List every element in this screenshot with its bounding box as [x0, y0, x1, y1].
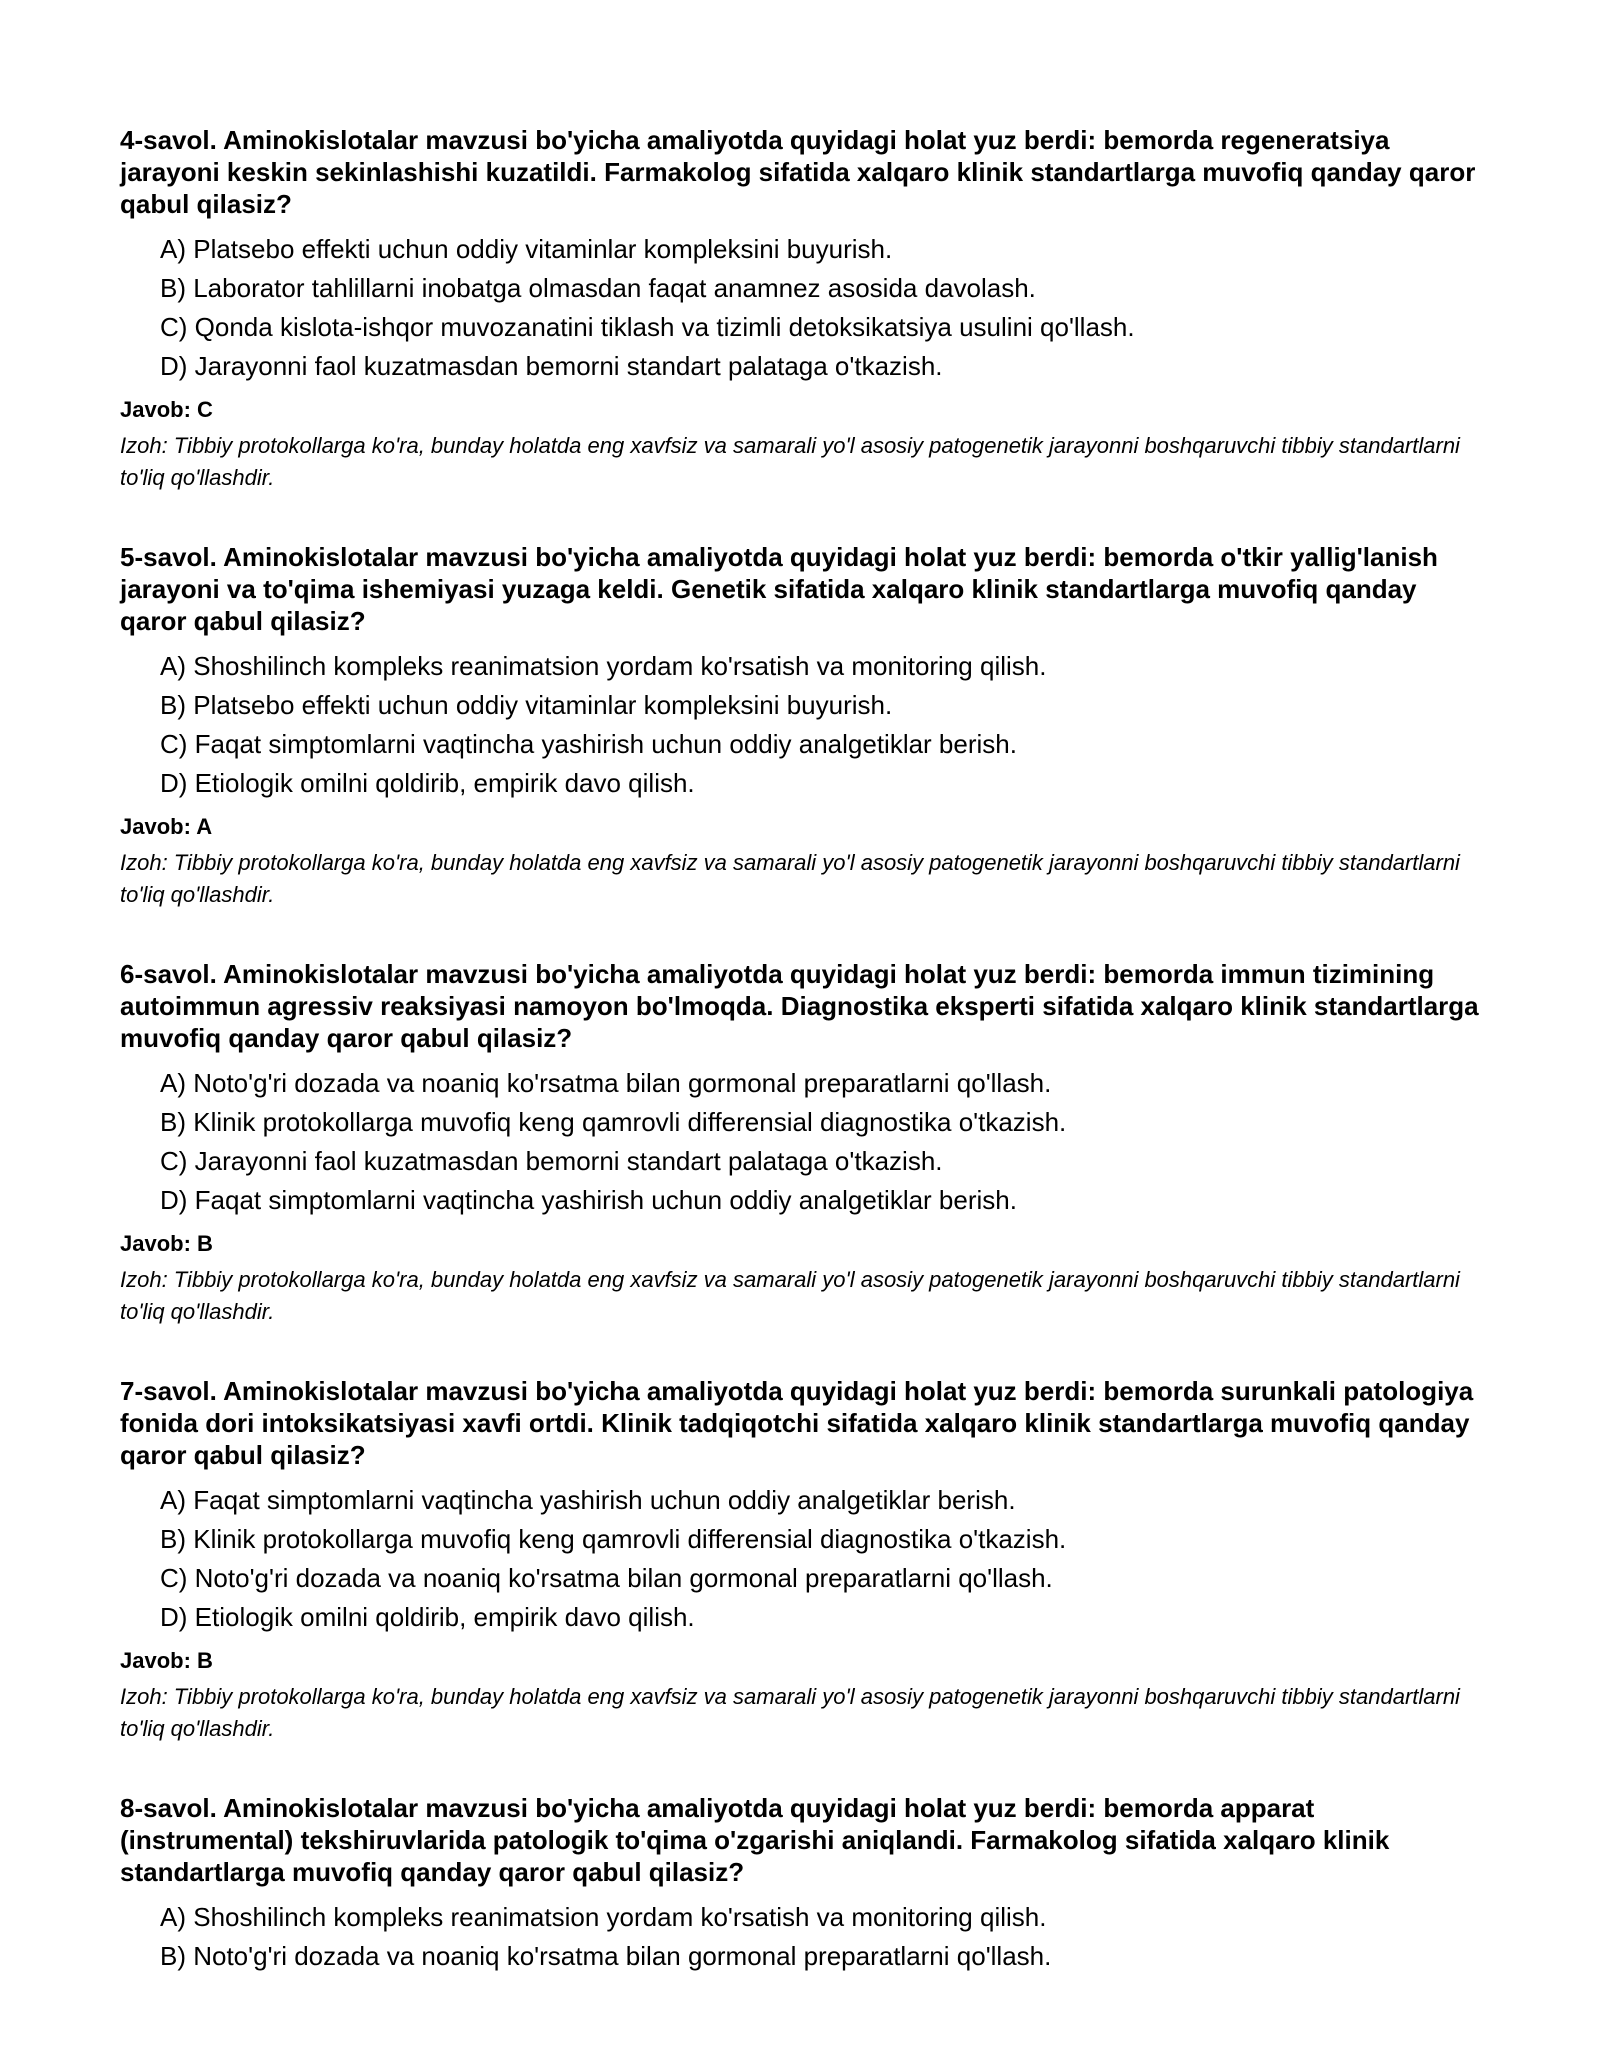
question-block [120, 541, 1480, 911]
option-b: B) Klinik protokollarga muvofiq keng qamrovli differensial diagnostika o'tkazish. [160, 1524, 1067, 1554]
question-text: 6-savol. Aminokislotalar mavzusi bo'yicha amaliyotda quyidagi holat yuz berdi: bemorda immun tizimining autoimmun agressiv reaksiyasi namoyon bo'lmoqda. Diagnostika eksperti sifatida xalqaro klinik standartlarga muvofiq qanday qaror qabul qilasiz? [120, 959, 1479, 1053]
answer-label: Javob: A [120, 814, 213, 839]
option-d: D) Etiologik omilni qoldirib, empirik davo qilish. [160, 768, 695, 798]
option-b: B) Laborator tahlillarni inobatga olmasdan faqat anamnez asosida davolash. [160, 273, 1036, 303]
option-b: B) Noto'g'ri dozada va noaniq ko'rsatma bilan gormonal preparatlarni qo'llash. [160, 1941, 1052, 1971]
question-text: 4-savol. Aminokislotalar mavzusi bo'yicha amaliyotda quyidagi holat yuz berdi: bemorda regeneratsiya jarayoni keskin sekinlashishi kuzatildi. Farmakolog sifatida xalqaro klinik standartlarga muvofiq qanday qaror qabul qilasiz? [120, 125, 1476, 219]
option-d: D) Etiologik omilni qoldirib, empirik davo qilish. [160, 1602, 695, 1632]
explanation-text: Izoh: Tibbiy protokollarga ko'ra, bunday holatda eng xavfsiz va samarali yo'l asosiy patogenetik jarayonni boshqaruvchi tibbiy standartlarni to'liq qo'llashdir. [120, 1267, 1460, 1324]
option-a: A) Platsebo effekti uchun oddiy vitaminlar kompleksini buyurish. [160, 234, 893, 264]
option-b: B) Klinik protokollarga muvofiq keng qamrovli differensial diagnostika o'tkazish. [160, 1107, 1067, 1137]
answer-label: Javob: C [120, 397, 213, 422]
answer-label: Javob: B [120, 1648, 213, 1673]
option-b: B) Platsebo effekti uchun oddiy vitaminlar kompleksini buyurish. [160, 690, 893, 720]
option-a: A) Shoshilinch kompleks reanimatsion yordam ko'rsatish va monitoring qilish. [160, 1902, 1047, 1932]
option-d: D) Faqat simptomlarni vaqtincha yashirish uchun oddiy analgetiklar berish. [160, 1185, 1017, 1215]
option-list [120, 230, 1480, 386]
explanation-text: Izoh: Tibbiy protokollarga ko'ra, bunday holatda eng xavfsiz va samarali yo'l asosiy patogenetik jarayonni boshqaruvchi tibbiy standartlarni to'liq qo'llashdir. [120, 1684, 1460, 1741]
option-d: D) Jarayonni faol kuzatmasdan bemorni standart palataga o'tkazish. [160, 351, 943, 381]
answer-label: Javob: B [120, 1231, 213, 1256]
question-text: 7-savol. Aminokislotalar mavzusi bo'yicha amaliyotda quyidagi holat yuz berdi: bemorda surunkali patologiya fonida dori intoksikatsiyasi xavfi ortdi. Klinik tadqiqotchi sifatida xalqaro klinik standartlarga muvofiq qanday qaror qabul qilasiz? [120, 1376, 1474, 1470]
option-c: C) Faqat simptomlarni vaqtincha yashirish uchun oddiy analgetiklar berish. [160, 729, 1017, 759]
option-list [120, 1064, 1480, 1220]
option-c: C) Jarayonni faol kuzatmasdan bemorni standart palataga o'tkazish. [160, 1146, 943, 1176]
question-block [120, 958, 1480, 1328]
question-text: 8-savol. Aminokislotalar mavzusi bo'yicha amaliyotda quyidagi holat yuz berdi: bemorda apparat (instrumental) tekshiruvlarida patologik to'qima o'zgarishi aniqlandi. Farmakolog sifatida xalqaro klinik standartlarga muvofiq qanday qaror qabul qilasiz? [120, 1793, 1390, 1887]
option-a: A) Faqat simptomlarni vaqtincha yashirish uchun oddiy analgetiklar berish. [160, 1485, 1016, 1515]
question-block [120, 1792, 1480, 1976]
question-text: 5-savol. Aminokislotalar mavzusi bo'yicha amaliyotda quyidagi holat yuz berdi: bemorda o'tkir yallig'lanish jarayoni va to'qima ishemiyasi yuzaga keldi. Genetik sifatida xalqaro klinik standartlarga muvofiq qanday qaror qabul qilasiz? [120, 542, 1438, 636]
option-list [120, 647, 1480, 803]
option-list [120, 1481, 1480, 1637]
question-block [120, 124, 1480, 494]
option-c: C) Noto'g'ri dozada va noaniq ko'rsatma bilan gormonal preparatlarni qo'llash. [160, 1563, 1053, 1593]
option-list [120, 1898, 1480, 1976]
option-a: A) Shoshilinch kompleks reanimatsion yordam ko'rsatish va monitoring qilish. [160, 651, 1047, 681]
option-c: C) Qonda kislota-ishqor muvozanatini tiklash va tizimli detoksikatsiya usulini qo'llash. [160, 312, 1135, 342]
question-block [120, 1375, 1480, 1745]
explanation-text: Izoh: Tibbiy protokollarga ko'ra, bunday holatda eng xavfsiz va samarali yo'l asosiy patogenetik jarayonni boshqaruvchi tibbiy standartlarni to'liq qo'llashdir. [120, 850, 1460, 907]
option-a: A) Noto'g'ri dozada va noaniq ko'rsatma bilan gormonal preparatlarni qo'llash. [160, 1068, 1052, 1098]
explanation-text: Izoh: Tibbiy protokollarga ko'ra, bunday holatda eng xavfsiz va samarali yo'l asosiy patogenetik jarayonni boshqaruvchi tibbiy standartlarni to'liq qo'llashdir. [120, 433, 1460, 490]
